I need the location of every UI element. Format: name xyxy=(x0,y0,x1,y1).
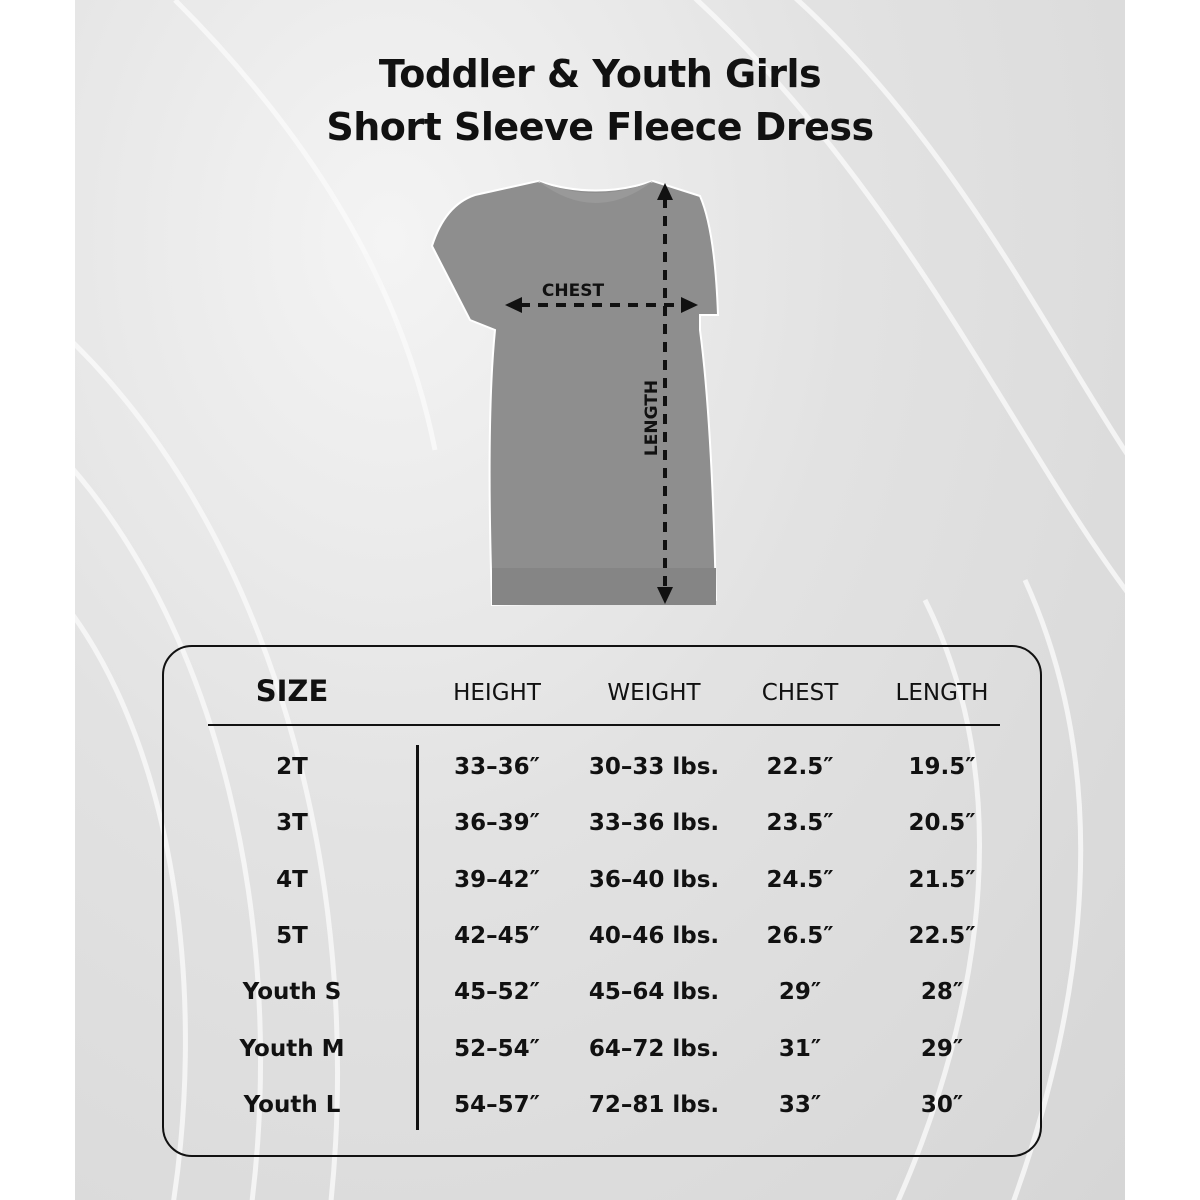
chest-label: CHEST xyxy=(541,281,605,301)
cell-length: 21.5″ xyxy=(908,867,976,893)
cell-size: 5T xyxy=(276,923,308,949)
cell-height: 33–36″ xyxy=(454,754,540,780)
cell-height: 42–45″ xyxy=(454,923,540,949)
cell-size: 3T xyxy=(276,810,308,836)
cell-chest: 23.5″ xyxy=(766,810,834,836)
cell-size: 4T xyxy=(276,867,308,893)
title-line-1: Toddler & Youth Girls xyxy=(378,52,822,96)
cell-length: 19.5″ xyxy=(908,754,976,780)
dress-illustration xyxy=(432,181,718,605)
header-length: LENGTH xyxy=(895,680,989,706)
header-weight: WEIGHT xyxy=(607,680,701,706)
size-table xyxy=(162,645,1042,1157)
cell-weight: 33–36 lbs. xyxy=(588,810,720,836)
length-label: LENGTH xyxy=(642,379,662,457)
cell-weight: 64–72 lbs. xyxy=(588,1036,720,1062)
cell-length: 20.5″ xyxy=(908,810,976,836)
cell-height: 45–52″ xyxy=(454,979,540,1005)
cell-size: Youth M xyxy=(239,1036,345,1062)
cell-chest: 29″ xyxy=(778,979,822,1005)
cell-length: 30″ xyxy=(920,1092,964,1118)
cell-chest: 31″ xyxy=(778,1036,822,1062)
header-divider xyxy=(208,724,1000,726)
cell-weight: 72–81 lbs. xyxy=(588,1092,720,1118)
cell-height: 39–42″ xyxy=(454,867,540,893)
cell-chest: 22.5″ xyxy=(766,754,834,780)
header-chest: CHEST xyxy=(761,680,839,706)
title-line-2: Short Sleeve Fleece Dress xyxy=(326,105,874,149)
cell-size: Youth S xyxy=(242,979,342,1005)
cell-weight: 40–46 lbs. xyxy=(588,923,720,949)
cell-size: Youth L xyxy=(243,1092,341,1118)
cell-height: 52–54″ xyxy=(454,1036,540,1062)
cell-height: 36–39″ xyxy=(454,810,540,836)
cell-height: 54–57″ xyxy=(454,1092,540,1118)
cell-weight: 36–40 lbs. xyxy=(588,867,720,893)
cell-length: 22.5″ xyxy=(908,923,976,949)
cell-length: 28″ xyxy=(920,979,964,1005)
cell-length: 29″ xyxy=(920,1036,964,1062)
cell-weight: 30–33 lbs. xyxy=(588,754,720,780)
cell-chest: 33″ xyxy=(778,1092,822,1118)
cell-weight: 45–64 lbs. xyxy=(588,979,720,1005)
cell-chest: 26.5″ xyxy=(766,923,834,949)
header-height: HEIGHT xyxy=(453,680,541,706)
cell-size: 2T xyxy=(276,754,308,780)
header-size: SIZE xyxy=(255,674,329,708)
cell-chest: 24.5″ xyxy=(766,867,834,893)
